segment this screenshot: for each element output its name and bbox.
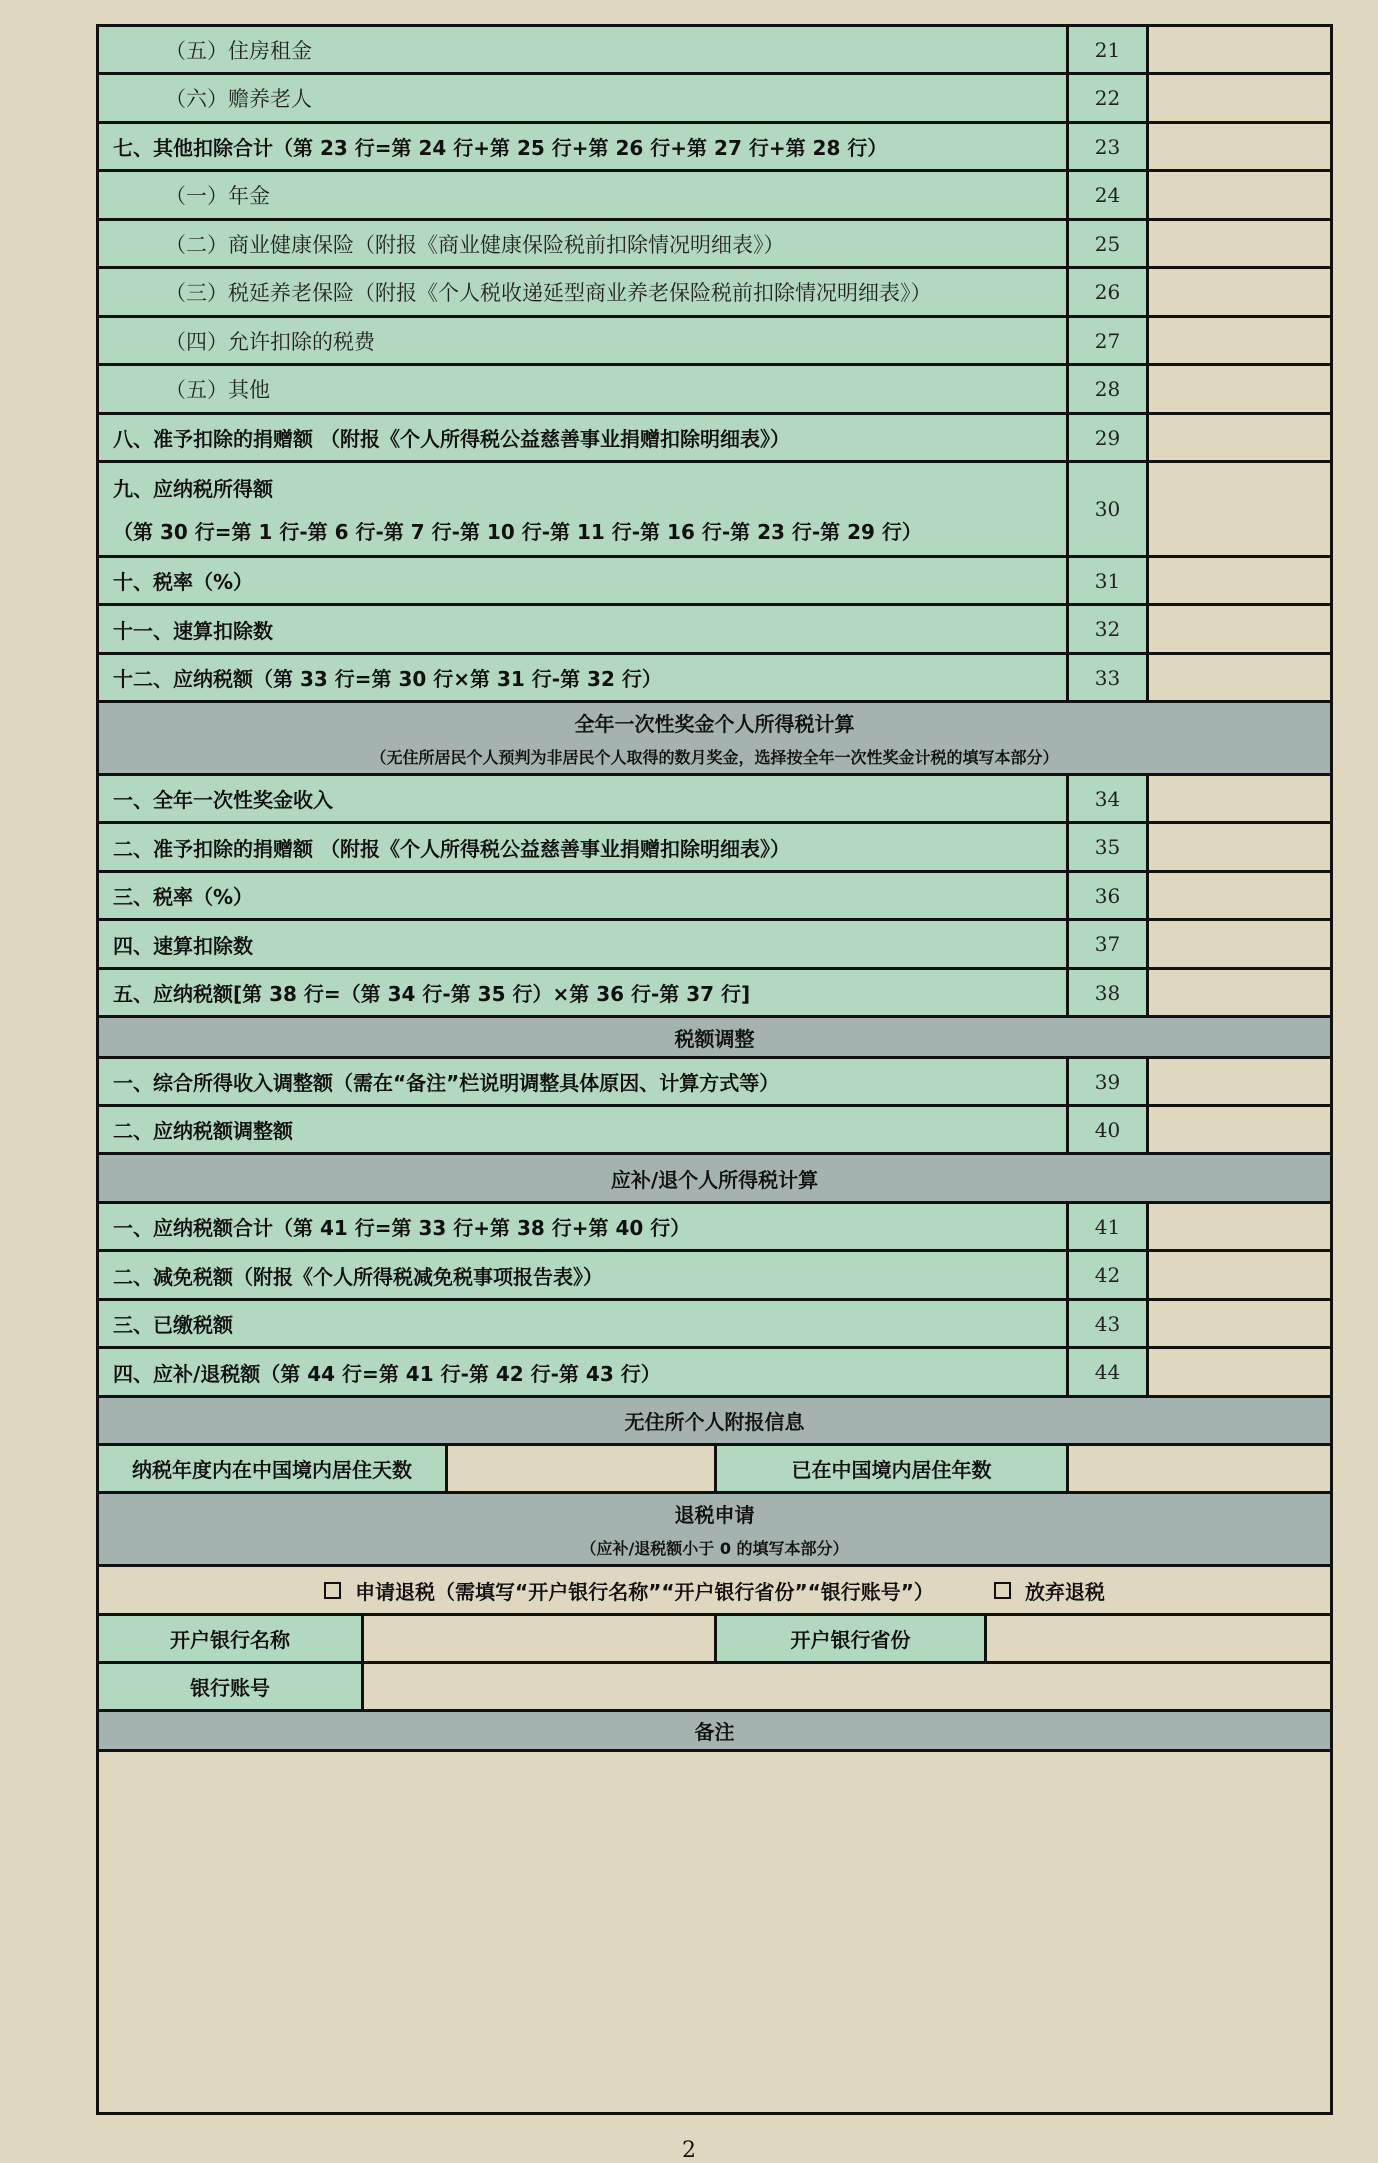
residence-days-input[interactable] [448,1446,717,1491]
row-label: （五）住房租金 [99,27,1069,72]
row-value-input[interactable] [1149,366,1330,412]
table-row [99,1059,1330,1107]
table-row [99,318,1330,366]
row-label: （六）赡养老人 [99,75,1069,121]
section-title: 全年一次性奖金个人所得税计算 [574,712,855,736]
row-number: 30 [1069,463,1149,555]
row-number: 23 [1069,124,1149,169]
row-number: 21 [1069,27,1149,72]
bank-account-input[interactable] [364,1664,1330,1709]
table-row [99,776,1330,824]
section-subtitle: （无住所居民个人预判为非居民个人取得的数月奖金，选择按全年一次性奖金计税的填写本部分） [370,748,1059,767]
table-row [99,463,1330,558]
row-number: 26 [1069,269,1149,315]
row-number: 35 [1069,824,1149,870]
row-value-input[interactable] [1149,655,1330,700]
row-label: 八、准予扣除的捐赠额 （附报《个人所得税公益慈善事业捐赠扣除明细表》） [99,415,1069,460]
row-number: 29 [1069,415,1149,460]
section-header-refund-calc [99,1155,1330,1204]
row-label: 三、已缴税额 [99,1301,1069,1346]
bank-name-input[interactable] [364,1616,717,1661]
table-row [99,1301,1330,1349]
row-label: 七、其他扣除合计（第 23 行=第 24 行+第 25 行+第 26 行+第 27 行+第 28 行） [99,124,1069,169]
table-row [99,124,1330,172]
residence-days-label: 纳税年度内在中国境内居住天数 [99,1446,448,1491]
row-label-line1: 九、应纳税所得额 [113,477,273,501]
bank-row [99,1616,1330,1664]
row-label: 二、应纳税额调整额 [99,1107,1069,1152]
table-row [99,1204,1330,1252]
row-label: 二、减免税额（附报《个人所得税减免税事项报告表》） [99,1252,1069,1298]
row-number: 43 [1069,1301,1149,1346]
row-number: 31 [1069,558,1149,603]
row-label: （一）年金 [99,172,1069,218]
table-row [99,172,1330,221]
table-row [99,75,1330,124]
table-row [99,921,1330,970]
apply-refund-option[interactable] [324,1576,934,1605]
row-label: 五、应纳税额[第 38 行=（第 34 行-第 35 行）×第 36 行-第 37 行] [99,970,1069,1015]
residence-years-label: 已在中国境内居住年数 [717,1446,1069,1491]
refund-options-row [99,1567,1330,1616]
table-row [99,970,1330,1018]
table-row [99,558,1330,606]
row-value-input[interactable] [1149,776,1330,821]
row-value-input[interactable] [1149,558,1330,603]
table-row [99,1107,1330,1155]
row-value-input[interactable] [1149,124,1330,169]
row-value-input[interactable] [1149,921,1330,967]
row-number: 40 [1069,1107,1149,1152]
row-number: 41 [1069,1204,1149,1249]
section-header-remarks [99,1712,1330,1752]
section-header-refund [99,1494,1330,1567]
apply-refund-label: 申请退税（需填写“开户银行名称”“开户银行省份”“银行账号”） [355,1579,934,1604]
row-number: 22 [1069,75,1149,121]
row-value-input[interactable] [1149,606,1330,652]
row-value-input[interactable] [1149,1107,1330,1152]
waive-refund-label: 放弃退税 [1024,1579,1105,1604]
row-label: 十一、速算扣除数 [99,606,1069,652]
row-label: 一、应纳税额合计（第 41 行=第 33 行+第 38 行+第 40 行） [99,1204,1069,1249]
row-value-input[interactable] [1149,269,1330,315]
table-row [99,1252,1330,1301]
bank-province-label: 开户银行省份 [717,1616,987,1661]
remarks-textarea[interactable] [99,1752,1330,2112]
row-value-input[interactable] [1149,1204,1330,1249]
row-label: 二、准予扣除的捐赠额 （附报《个人所得税公益慈善事业捐赠扣除明细表》） [99,824,1069,870]
row-label-line2: （第 30 行=第 1 行-第 6 行-第 7 行-第 10 行-第 11 行-第 16 行-第 23 行-第 29 行） [113,520,922,544]
section-header-adjust [99,1018,1330,1059]
row-label: （五）其他 [99,366,1069,412]
table-row [99,824,1330,873]
row-value-input[interactable] [1149,221,1330,266]
row-value-input[interactable] [1149,172,1330,218]
row-value-input[interactable] [1149,75,1330,121]
row-value-input[interactable] [1149,1301,1330,1346]
row-label [99,463,1069,555]
row-number: 39 [1069,1059,1149,1104]
row-number: 36 [1069,873,1149,918]
row-number: 28 [1069,366,1149,412]
tax-return-table [96,24,1333,2115]
row-label: 四、速算扣除数 [99,921,1069,967]
row-value-input[interactable] [1149,415,1330,460]
nonresident-row [99,1446,1330,1494]
remarks-body [99,1752,1330,2112]
row-number: 44 [1069,1349,1149,1395]
row-label: （二）商业健康保险（附报《商业健康保险税前扣除情况明细表》） [99,221,1069,266]
table-row [99,606,1330,655]
waive-refund-option[interactable] [994,1576,1105,1605]
row-label: 四、应补/退税额（第 44 行=第 41 行-第 42 行-第 43 行） [99,1349,1069,1395]
row-number: 24 [1069,172,1149,218]
waive-refund-checkbox[interactable] [994,1582,1011,1599]
section-title: 备注 [694,1720,735,1744]
table-row [99,873,1330,921]
page-number: 2 [682,2138,696,2163]
bank-name-label: 开户银行名称 [99,1616,364,1661]
residence-years-input[interactable] [1069,1446,1330,1491]
row-number: 27 [1069,318,1149,363]
row-number: 33 [1069,655,1149,700]
account-row [99,1664,1330,1712]
section-header-nonresident [99,1398,1330,1446]
row-number: 25 [1069,221,1149,266]
row-number: 38 [1069,970,1149,1015]
row-label: （三）税延养老保险（附报《个人税收递延型商业养老保险税前扣除情况明细表》） [99,269,1069,315]
row-value-input[interactable] [1149,1059,1330,1104]
apply-refund-checkbox[interactable] [324,1582,341,1599]
table-row [99,221,1330,269]
row-label: 一、全年一次性奖金收入 [99,776,1069,821]
table-row [99,269,1330,318]
row-number: 34 [1069,776,1149,821]
row-number: 37 [1069,921,1149,967]
table-row [99,415,1330,463]
bank-province-input[interactable] [987,1616,1330,1661]
row-value-input[interactable] [1149,318,1330,363]
table-row [99,1349,1330,1398]
row-number: 32 [1069,606,1149,652]
row-value-input[interactable] [1149,1252,1330,1298]
table-row [99,655,1330,703]
row-value-input[interactable] [1149,463,1330,555]
row-label: 一、综合所得收入调整额（需在“备注”栏说明调整具体原因、计算方式等） [99,1059,1069,1104]
section-subtitle: （应补/退税额小于 0 的填写本部分） [580,1539,849,1558]
bank-account-label: 银行账号 [99,1664,364,1709]
row-value-input[interactable] [1149,1349,1330,1395]
section-title: 无住所个人附报信息 [624,1410,805,1434]
row-number: 42 [1069,1252,1149,1298]
table-row [99,27,1330,75]
row-label: （四）允许扣除的税费 [99,318,1069,363]
row-value-input[interactable] [1149,873,1330,918]
table-row [99,366,1330,415]
section-header-bonus [99,703,1330,776]
row-value-input[interactable] [1149,824,1330,870]
row-label: 十、税率（%） [99,558,1069,603]
section-title: 税额调整 [674,1026,755,1051]
row-label: 三、税率（%） [99,873,1069,918]
section-title: 退税申请 [674,1503,755,1527]
section-title: 应补/退个人所得税计算 [610,1167,819,1192]
row-value-input[interactable] [1149,27,1330,72]
row-value-input[interactable] [1149,970,1330,1015]
row-label: 十二、应纳税额（第 33 行=第 30 行×第 31 行-第 32 行） [99,655,1069,700]
